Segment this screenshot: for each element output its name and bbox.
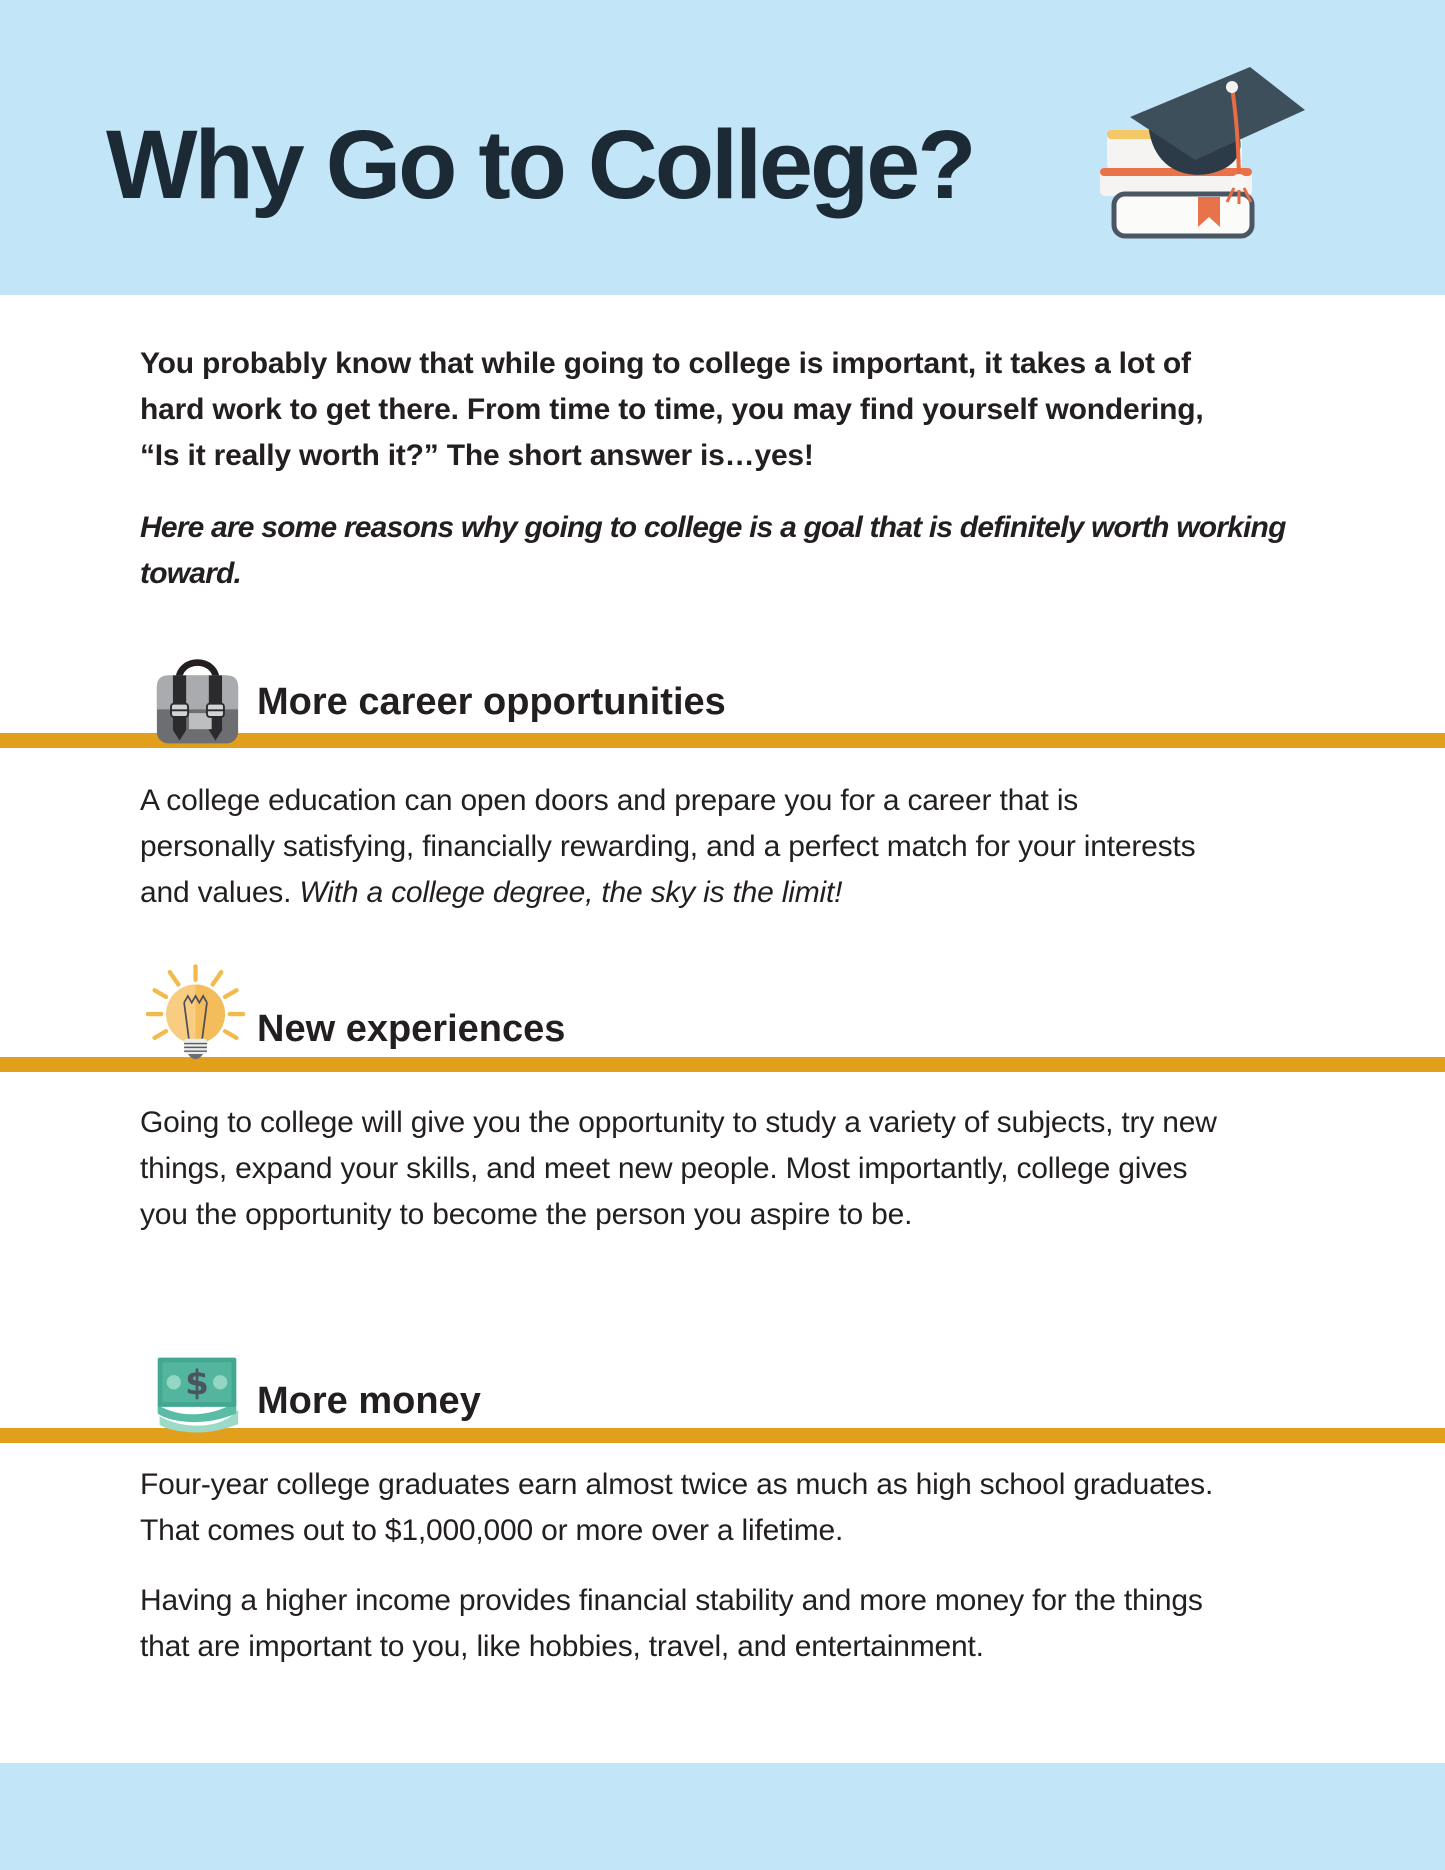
section-body-money-1: Four-year college graduates earn almost twice as much as high school graduates. That comes out to $1,000,000 or more over a lifetime. <box>140 1468 1214 1547</box>
svg-text:$: $ <box>185 1363 209 1404</box>
money-icon <box>152 1350 242 1443</box>
intro-subtext: Here are some reasons why going to college is a goal that is definitely worth working toward. <box>140 511 1286 590</box>
section-heading-career: More career opportunities <box>257 681 726 723</box>
section-body-experiences: Going to college will give you the opportunity to study a variety of subjects, try new things, expand your skills, and meet new people. Most importantly, college gives you the opportunity to become the person you aspire to be. <box>140 1106 1217 1231</box>
page-title: Why Go to College? <box>106 110 974 219</box>
section-body-career <box>140 778 1220 916</box>
lightbulb-icon <box>146 962 246 1068</box>
footer-band <box>0 1763 1445 1870</box>
briefcase-icon <box>155 650 240 746</box>
section-body-money-2: Having a higher income provides financial stability and more money for the things that are important to you, like hobbies, travel, and entertainment. <box>140 1584 1203 1663</box>
graduation-cap-books-icon <box>1100 55 1310 240</box>
section-body-career-text: A college education can open doors and prepare you for a career that is personally satisfying, financially rewarding, and a perfect match for your interests and values. <box>140 784 1196 909</box>
intro-paragraph: You probably know that while going to college is important, it takes a lot of hard work to get there. From time to time, you may find yourself wondering, “Is it really worth it?” The short answer is…yes! <box>140 347 1204 472</box>
section-heading-money: More money <box>257 1380 481 1422</box>
section-body-career-italic: With a college degree, the sky is the limit! <box>299 876 843 909</box>
section-heading-experiences: New experiences <box>257 1008 566 1050</box>
